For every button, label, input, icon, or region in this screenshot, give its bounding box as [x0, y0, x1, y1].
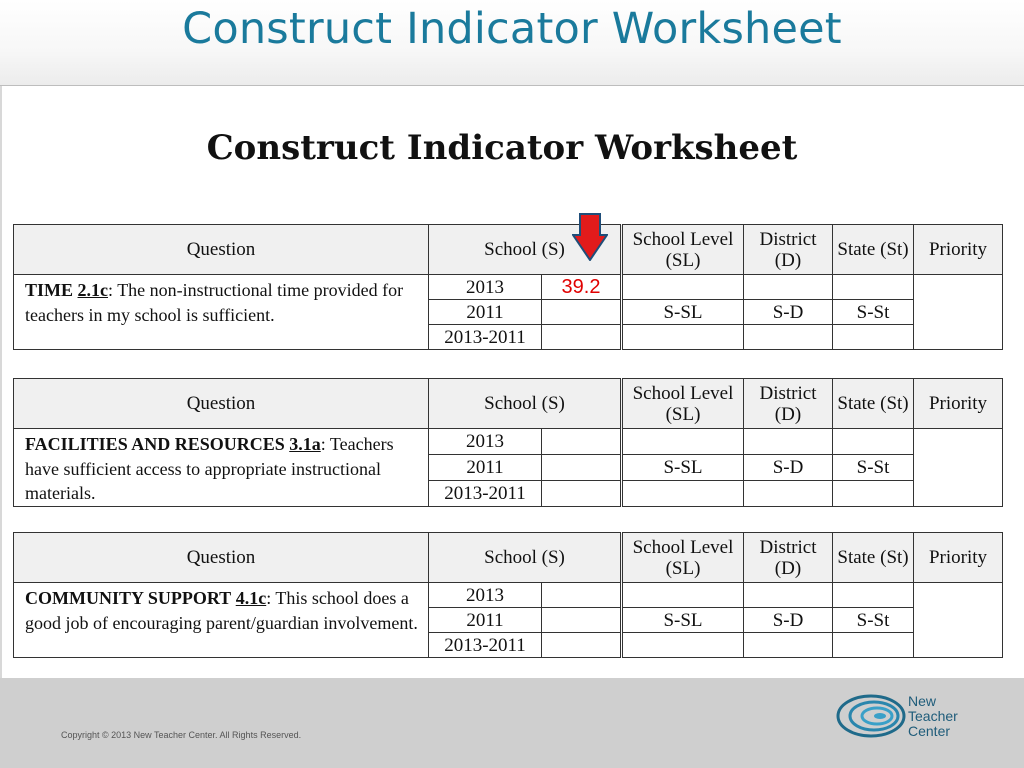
year-diff: 2013-2011	[429, 325, 542, 350]
logo-line-new: New	[908, 693, 937, 709]
school-value-2011	[542, 608, 622, 633]
d-cell	[744, 633, 833, 658]
header-district: District (D)	[744, 533, 833, 583]
s-d-label: S-D	[744, 300, 833, 325]
d-cell	[744, 583, 833, 608]
priority-cell	[914, 429, 1003, 507]
year-2013: 2013	[429, 429, 542, 455]
worksheet-table-time	[13, 224, 1003, 350]
header-school: School (S)	[429, 533, 622, 583]
school-value-2013	[542, 429, 622, 455]
header-priority: Priority	[914, 533, 1003, 583]
header-priority: Priority	[914, 225, 1003, 275]
header-school-level: School Level (SL)	[622, 533, 744, 583]
worksheet-table-community	[13, 532, 1003, 658]
question-code: 2.1c	[77, 280, 109, 300]
d-cell	[744, 429, 833, 455]
st-cell	[833, 429, 914, 455]
question-text: : Teachers have sufficient access to appropriate instructional materials.	[25, 434, 394, 503]
header-district: District (D)	[744, 379, 833, 429]
question-text: : This school does a good job of encouraging parent/guardian involvement.	[25, 588, 418, 633]
header-school: School (S)	[429, 225, 622, 275]
school-value-2011	[542, 454, 622, 480]
header-question: Question	[14, 225, 429, 275]
logo-line-teacher: Teacher	[908, 708, 958, 724]
school-value-diff	[542, 480, 622, 506]
header-state: State (St)	[833, 379, 914, 429]
header-district: District (D)	[744, 225, 833, 275]
sl-cell	[622, 429, 744, 455]
question-code: 3.1a	[289, 434, 321, 454]
sl-cell	[622, 633, 744, 658]
s-d-label: S-D	[744, 608, 833, 633]
header-priority: Priority	[914, 379, 1003, 429]
header-question: Question	[14, 379, 429, 429]
question-category: FACILITIES AND RESOURCES	[25, 434, 285, 454]
header-state: State (St)	[833, 533, 914, 583]
school-value-2011	[542, 300, 622, 325]
year-2013: 2013	[429, 583, 542, 608]
d-cell	[744, 325, 833, 350]
school-value-diff	[542, 633, 622, 658]
sl-cell	[622, 583, 744, 608]
school-value-diff	[542, 325, 622, 350]
s-st-label: S-St	[833, 300, 914, 325]
down-arrow-icon	[572, 213, 608, 261]
year-2011: 2011	[429, 608, 542, 633]
priority-cell	[914, 275, 1003, 350]
st-cell	[833, 480, 914, 506]
worksheet-table-facilities	[13, 378, 1003, 507]
sl-cell	[622, 325, 744, 350]
question-text: : The non-instructional time provided for teachers in my school is sufficient.	[25, 280, 404, 325]
copyright-text: Copyright © 2013 New Teacher Center. All Rights Reserved.	[61, 730, 302, 740]
d-cell	[744, 275, 833, 300]
year-diff: 2013-2011	[429, 480, 542, 506]
year-diff: 2013-2011	[429, 633, 542, 658]
slide-title: Construct Indicator Worksheet	[182, 4, 842, 54]
year-2013: 2013	[429, 275, 542, 300]
year-2011: 2011	[429, 454, 542, 480]
question-cell	[14, 429, 429, 507]
header-school-level: School Level (SL)	[622, 379, 744, 429]
s-sl-label: S-SL	[622, 300, 744, 325]
school-value-2013	[542, 275, 622, 300]
sl-cell	[622, 480, 744, 506]
question-category: TIME	[25, 280, 74, 300]
header-state: State (St)	[833, 225, 914, 275]
header-question: Question	[14, 533, 429, 583]
priority-cell	[914, 583, 1003, 658]
question-category: COMMUNITY SUPPORT	[25, 588, 232, 608]
s-d-label: S-D	[744, 454, 833, 480]
s-st-label: S-St	[833, 608, 914, 633]
school-score: 39.2	[561, 275, 601, 298]
sl-cell	[622, 275, 744, 300]
document-title: Construct Indicator Worksheet	[206, 128, 798, 168]
s-sl-label: S-SL	[622, 608, 744, 633]
s-sl-label: S-SL	[622, 454, 744, 480]
spiral-logo-icon	[836, 693, 906, 739]
question-code: 4.1c	[235, 588, 267, 608]
d-cell	[744, 480, 833, 506]
year-2011: 2011	[429, 300, 542, 325]
logo-text	[908, 694, 958, 739]
st-cell	[833, 633, 914, 658]
s-st-label: S-St	[833, 454, 914, 480]
school-value-2013	[542, 583, 622, 608]
question-cell	[14, 275, 429, 350]
st-cell	[833, 325, 914, 350]
header-school: School (S)	[429, 379, 622, 429]
st-cell	[833, 275, 914, 300]
st-cell	[833, 583, 914, 608]
question-cell	[14, 583, 429, 658]
logo-line-center: Center	[908, 723, 951, 739]
header-school-level: School Level (SL)	[622, 225, 744, 275]
